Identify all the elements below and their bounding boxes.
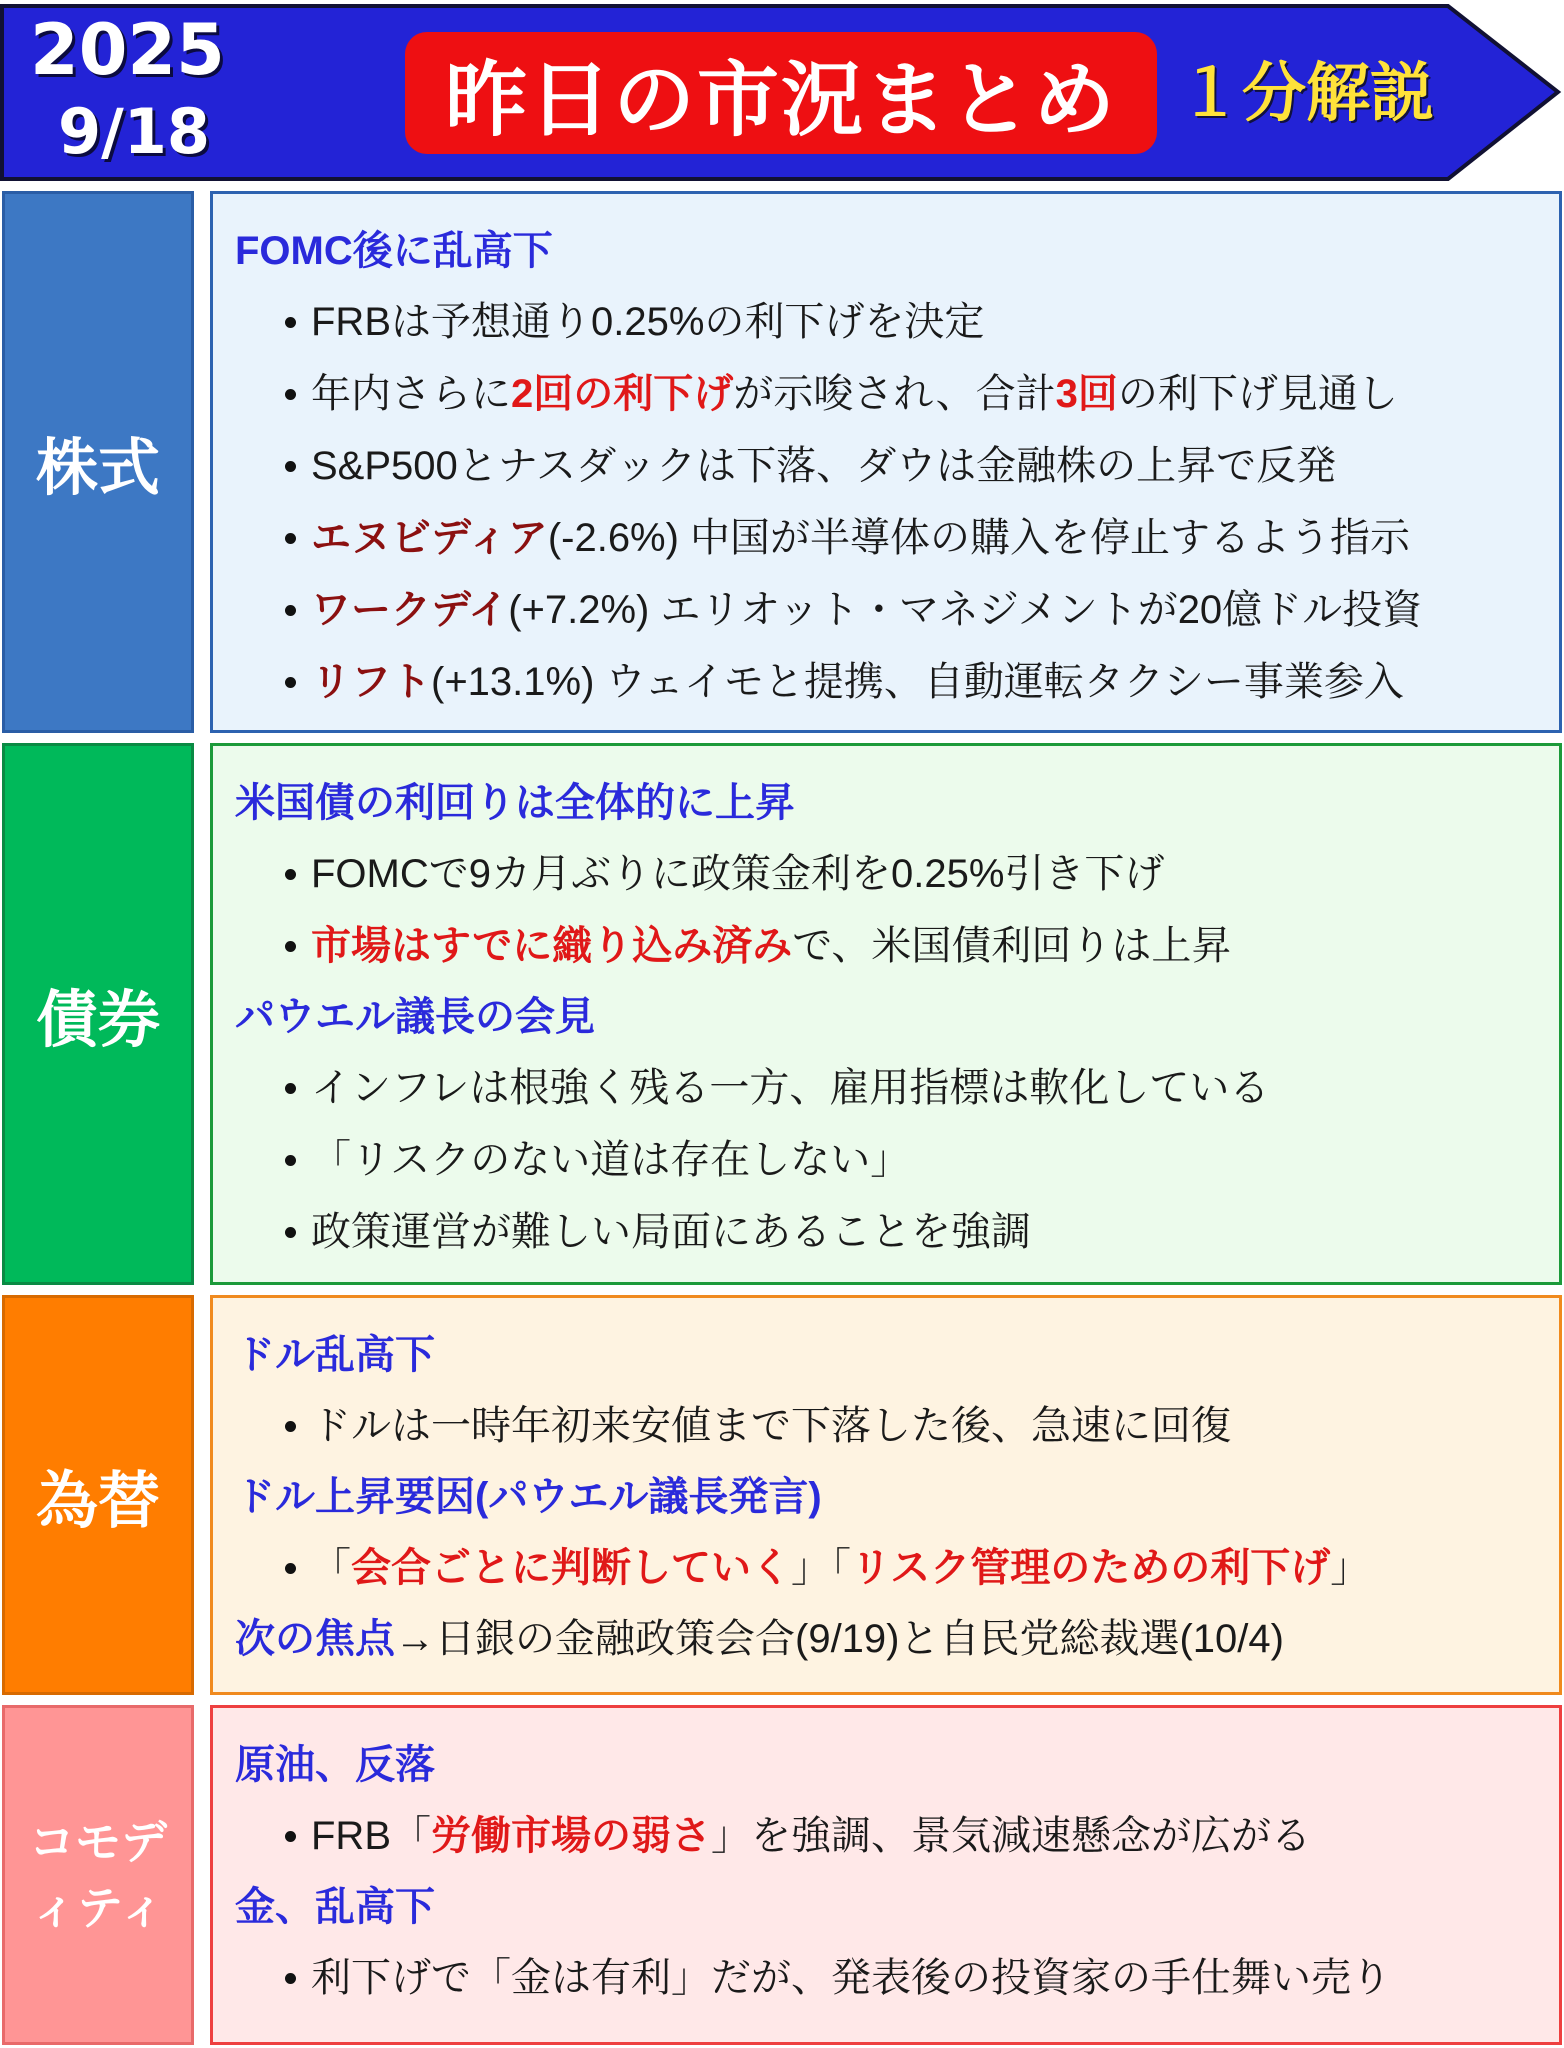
list-item: 政策運営が難しい局面にあることを強調 [235,1196,1559,1268]
date-day: 9/18 [58,95,211,168]
bullet-icon [285,1831,296,1842]
list-item: 市場はすでに織り込み済みで、米国債利回りは上昇 [235,910,1559,982]
company-name: リフト [311,660,431,704]
bullet-icon [285,389,296,400]
list-item: FOMCで9カ月ぶりに政策金利を0.25%引き下げ [235,838,1559,910]
company-name: ワークデイ [311,588,509,632]
bullet-icon [285,1227,296,1238]
commodity-heading-oil: 原油、反落 [235,1743,435,1787]
section-stocks [0,191,1564,733]
section-bonds [0,743,1564,1285]
bullet-icon [285,677,296,688]
bullet-icon [285,1563,296,1574]
page-title: 昨日の市況まとめ [444,52,1117,148]
section-fx [0,1295,1564,1695]
bullet-icon [285,869,296,880]
fx-next-focus: 次の焦点→日銀の金融政策会合(9/19)と自民党総裁選(10/4) [235,1617,1284,1661]
list-item: エヌビディア(-2.6%) 中国が半導体の購入を停止するよう指示 [235,502,1559,574]
list-item: 年内さらに2回の利下げが示唆され、合計3回の利下げ見通し [235,358,1559,430]
bullet-icon [285,317,296,328]
page-subtitle: １分解説 [1178,57,1434,131]
bonds-heading-yields: 米国債の利回りは全体的に上昇 [235,781,795,825]
bullet-icon [285,605,296,616]
highlight-text: 3回 [1055,372,1118,416]
section-content-commodity [210,1705,1562,2045]
list-item: FRB「労働市場の弱さ」を強調、景気減速懸念が広がる [235,1800,1559,1872]
highlight-text: 市場はすでに織り込み済み [311,924,793,968]
section-label-commodity: コモディティ [2,1705,194,2045]
list-item: S&P500とナスダックは下落、ダウは金融株の上昇で反発 [235,430,1559,502]
list-item: 「リスクのない道は存在しない」 [235,1124,1559,1196]
section-content-fx [210,1295,1562,1695]
list-item: 「会合ごとに判断していく」「リスク管理のための利下げ」 [235,1532,1559,1604]
header-banner [0,0,1564,185]
bonds-heading-powell: パウエル議長の会見 [235,995,595,1039]
title-box [405,32,1157,154]
fx-heading-factors: ドル上昇要因(パウエル議長発言) [235,1475,822,1519]
bullet-icon [285,1155,296,1166]
bullet-icon [285,461,296,472]
section-label-fx: 為替 [2,1295,194,1695]
stocks-heading: FOMC後に乱高下 [235,229,553,273]
commodity-heading-gold: 金、乱高下 [235,1885,435,1929]
bullet-icon [285,533,296,544]
list-item: 利下げで「金は有利」だが、発表後の投資家の手仕舞い売り [235,1942,1559,2014]
bullet-icon [285,941,296,952]
list-item: ワークデイ(+7.2%) エリオット・マネジメントが20億ドル投資 [235,574,1559,646]
section-label-stocks: 株式 [2,191,194,733]
bullet-icon [285,1973,296,1984]
section-commodity [0,1705,1564,2045]
list-item: ドルは一時年初来安値まで下落した後、急速に回復 [235,1390,1559,1462]
highlight-text: 会合ごとに判断していく [351,1546,791,1590]
company-name: エヌビディア [311,516,548,560]
section-label-bonds: 債券 [2,743,194,1285]
list-item: インフレは根強く残る一方、雇用指標は軟化している [235,1052,1559,1124]
fx-heading-dollar: ドル乱高下 [235,1333,435,1377]
highlight-text: リスク管理のための利下げ [851,1546,1331,1590]
highlight-text: 労働市場の弱さ [431,1814,711,1858]
highlight-text: 2回の利下げ [511,372,734,416]
date-year: 2025 [30,9,225,91]
bullet-icon [285,1083,296,1094]
list-item: リフト(+13.1%) ウェイモと提携、自動運転タクシー事業参入 [235,646,1559,718]
bullet-icon [285,1421,296,1432]
section-content-stocks [210,191,1562,733]
section-content-bonds [210,743,1562,1285]
list-item: FRBは予想通り0.25%の利下げを決定 [235,286,1559,358]
